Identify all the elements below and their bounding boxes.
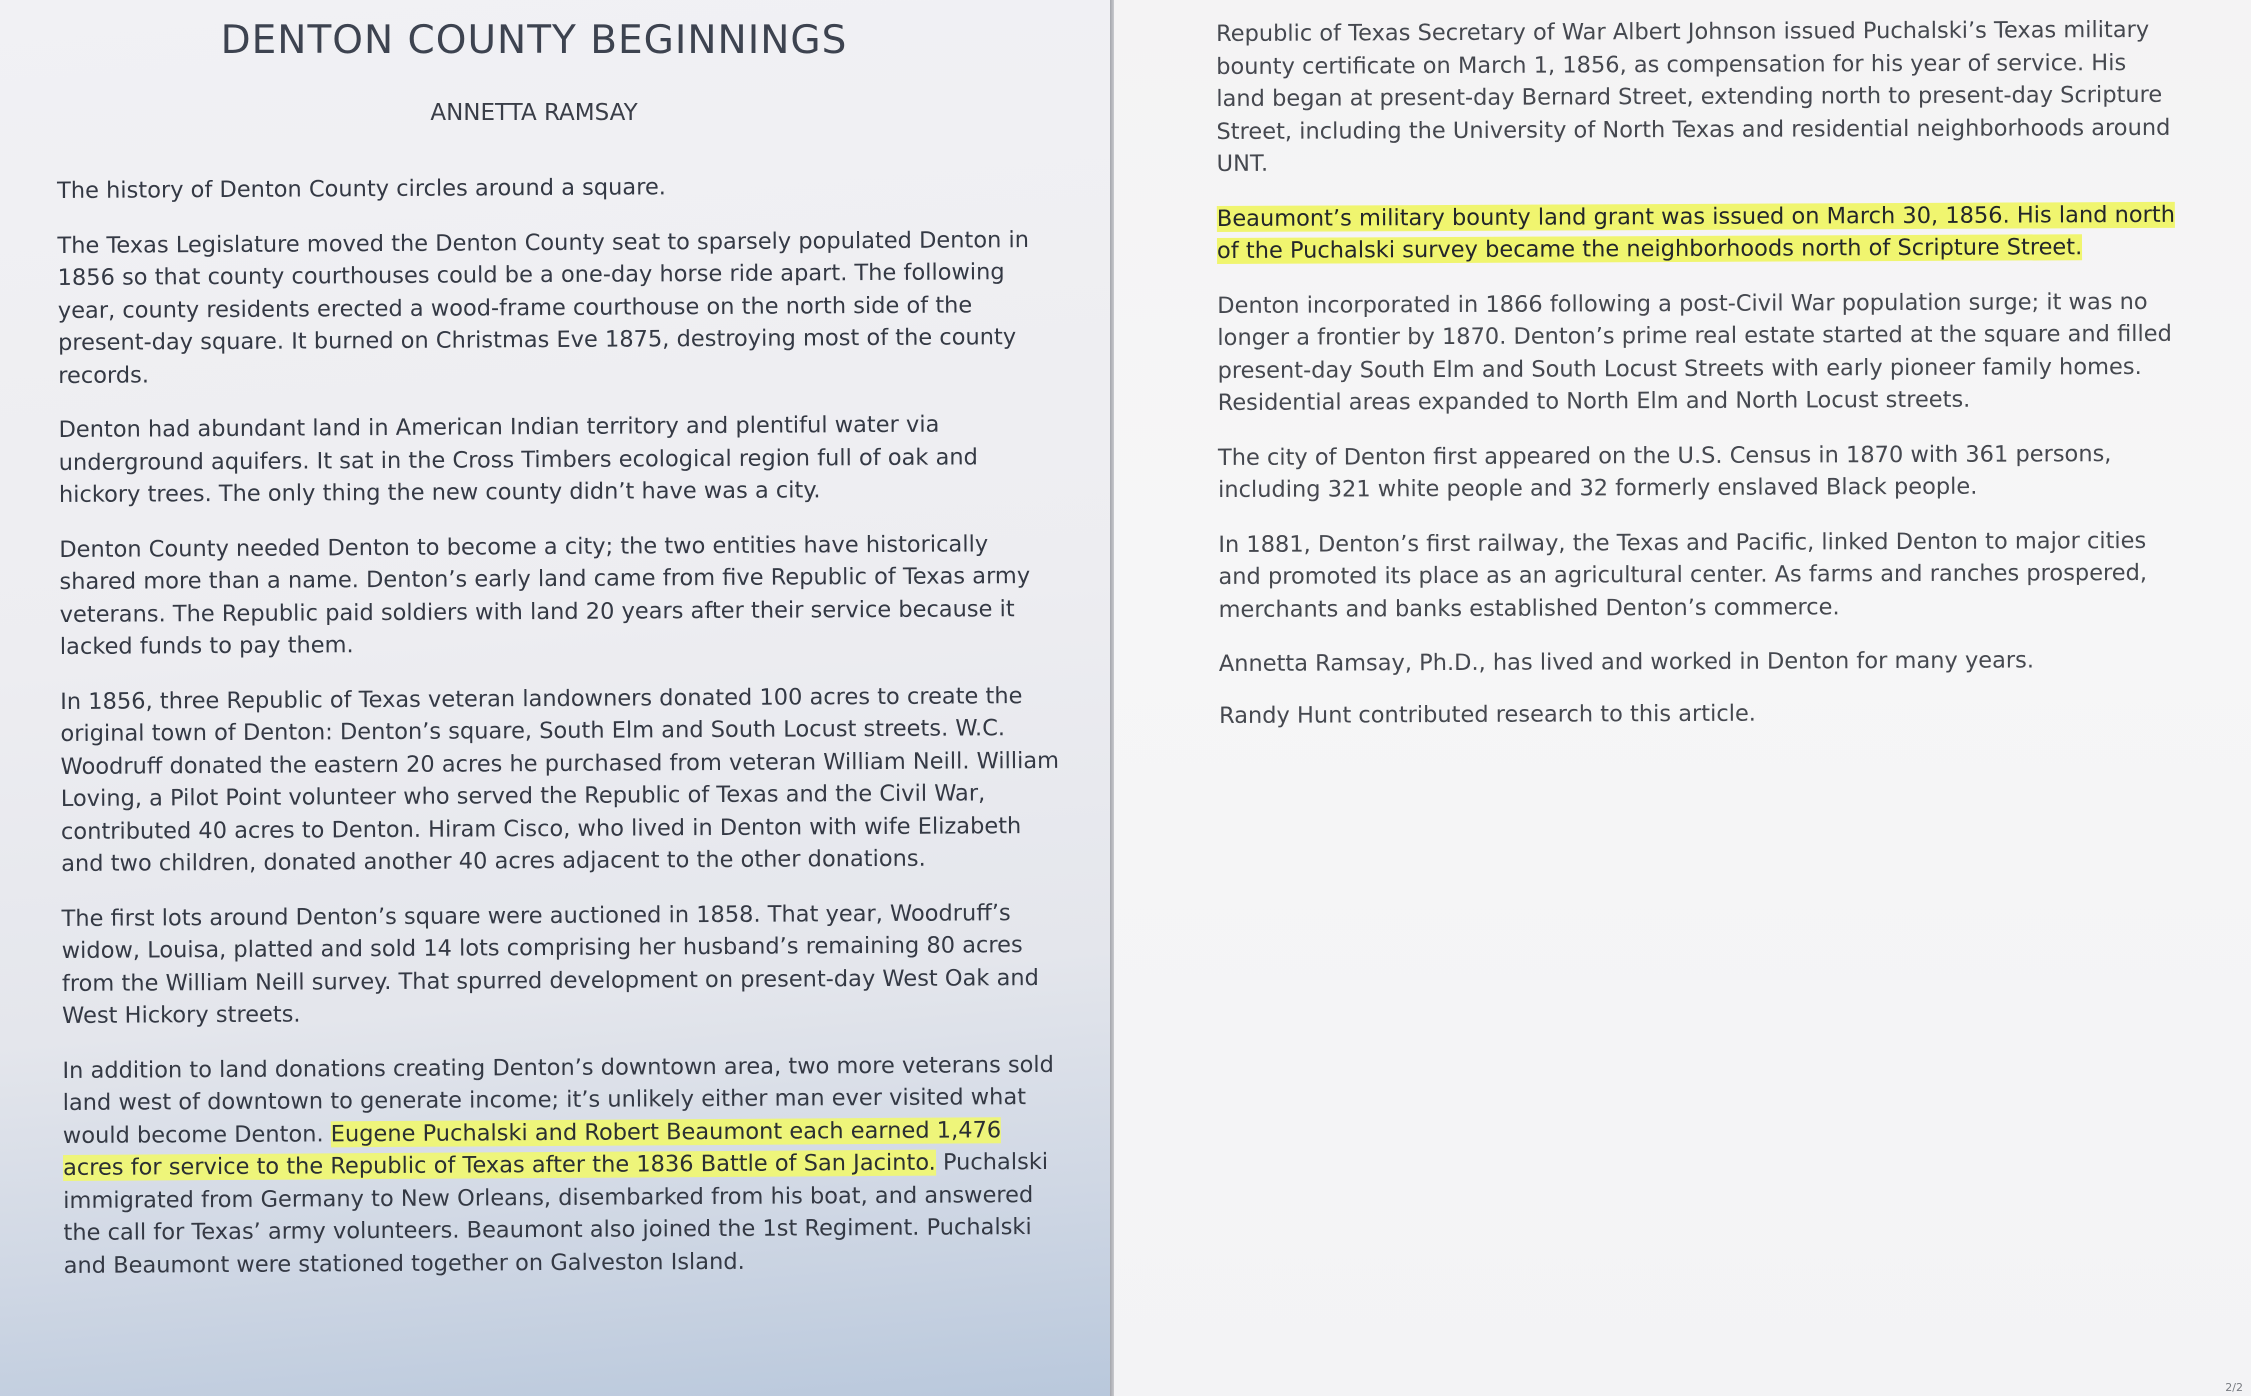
highlighted-text: Eugene Puchalski and Robert Beaumont each earned 1,476 acres for service to the Republic of Texas after the 1836 Battle of San Jacinto. xyxy=(62,1116,1002,1181)
paragraph: In 1856, three Republic of Texas veteran landowners donated 100 acres to create the original town of Denton: Denton’s square, South Elm and South Locust streets. W.C. Woodruff donated the eastern 20 acres he purchased from veteran William Neill. William Loving, a Pilot Point volunteer who served the Republic of Texas and the Civil War, contributed 40 acres to Denton. Hiram Cisco, who lived in Denton with wife Elizabeth and two children, donated another 40 acres adjacent to the other donations. xyxy=(60,682,1060,877)
paragraph: The history of Denton County circles around a square. xyxy=(57,174,666,204)
page-number: 2/2 xyxy=(2225,1381,2243,1394)
paragraph-text: Puchalski immigrated from Germany to New Orleans, disembarked from his boat, and answered the call for Texas’ army volunteers. Beaumont also joined the 1st Regiment. Puchalski and Beaumont were stationed together on Galveston Island. xyxy=(63,1148,1049,1279)
paragraph: The city of Denton first appeared on the U.S. Census in 1870 with 361 persons, including 321 white people and 32 formerly enslaved Black people. xyxy=(1217,440,2112,503)
paragraph: Denton incorporated in 1866 following a post-Civil War population surge; it was no longer a frontier by 1870. Denton’s prime real estate started at the square and filled present-day South Elm and South Locust Streets with early pioneer family homes. Residential areas expanded to North Elm and North Locust streets. xyxy=(1217,288,2172,416)
paragraph: Denton County needed Denton to become a city; the two entities have historically shared more than a name. Denton’s early land came from five Republic of Texas army veterans. The Republic paid soldiers with land 20 years after their service because it lacked funds to pay them. xyxy=(59,530,1031,660)
left-column xyxy=(57,169,1064,1304)
article-title: DENTON COUNTY BEGINNINGS xyxy=(220,18,848,63)
paragraph-highlighted xyxy=(1217,198,2177,267)
paragraph: In 1881, Denton’s first railway, the Texas and Pacific, linked Denton to major cities and promoted its place as an agricultural center. As farms and ranches prospered, merchants and banks established Denton’s commerce. xyxy=(1218,527,2148,623)
left-page xyxy=(0,0,1112,1396)
paragraph: Denton had abundant land in American Indian territory and plentiful water via underground aquifers. It sat in the Cross Timbers ecological region full of oak and hickory trees. The only thing the new county didn’t have was a city. xyxy=(58,411,978,508)
right-column xyxy=(1216,14,2179,754)
article-author: ANNETTA RAMSAY xyxy=(430,100,638,126)
paragraph: Randy Hunt contributed research to this article. xyxy=(1218,700,1756,729)
paragraph: Annetta Ramsay, Ph.D., has lived and worked in Denton for many years. xyxy=(1218,647,2035,677)
paragraph-with-highlight xyxy=(62,1048,1063,1282)
paragraph: The Texas Legislature moved the Denton County seat to sparsely populated Denton in 1856 so that county courthouses could be a one-day horse ride apart. The following year, county residents erected a wood-frame courthouse on the north side of the present-day square. It burned on Christmas Eve 1875, destroying most of the county records. xyxy=(57,226,1030,389)
paragraph: Republic of Texas Secretary of War Albert Johnson issued Puchalski’s Texas military bounty certificate on March 1, 1856, as compensation for his year of service. His land began at present-day Bernard Street, extending north to present-day Scripture Street, including the University of North Texas and residential neighborhoods around UNT. xyxy=(1216,16,2171,177)
paragraph: The first lots around Denton’s square were auctioned in 1858. That year, Woodruff’s widow, Louisa, platted and sold 14 lots comprising her husband’s remaining 80 acres from the William Neill survey. That spurred development on present-day West Oak and West Hickory streets. xyxy=(61,899,1039,1029)
paragraph-text: In addition to land donations creating Denton’s downtown area, two more veterans sold land west of downtown to generate income; it’s unlikely either man ever visited what would become Denton. xyxy=(62,1051,1054,1149)
highlighted-text: Beaumont’s military bounty land grant was issued on March 30, 1856. His land north of the Puchalski survey became the neighborhoods north of Scripture Street. xyxy=(1216,201,2176,264)
